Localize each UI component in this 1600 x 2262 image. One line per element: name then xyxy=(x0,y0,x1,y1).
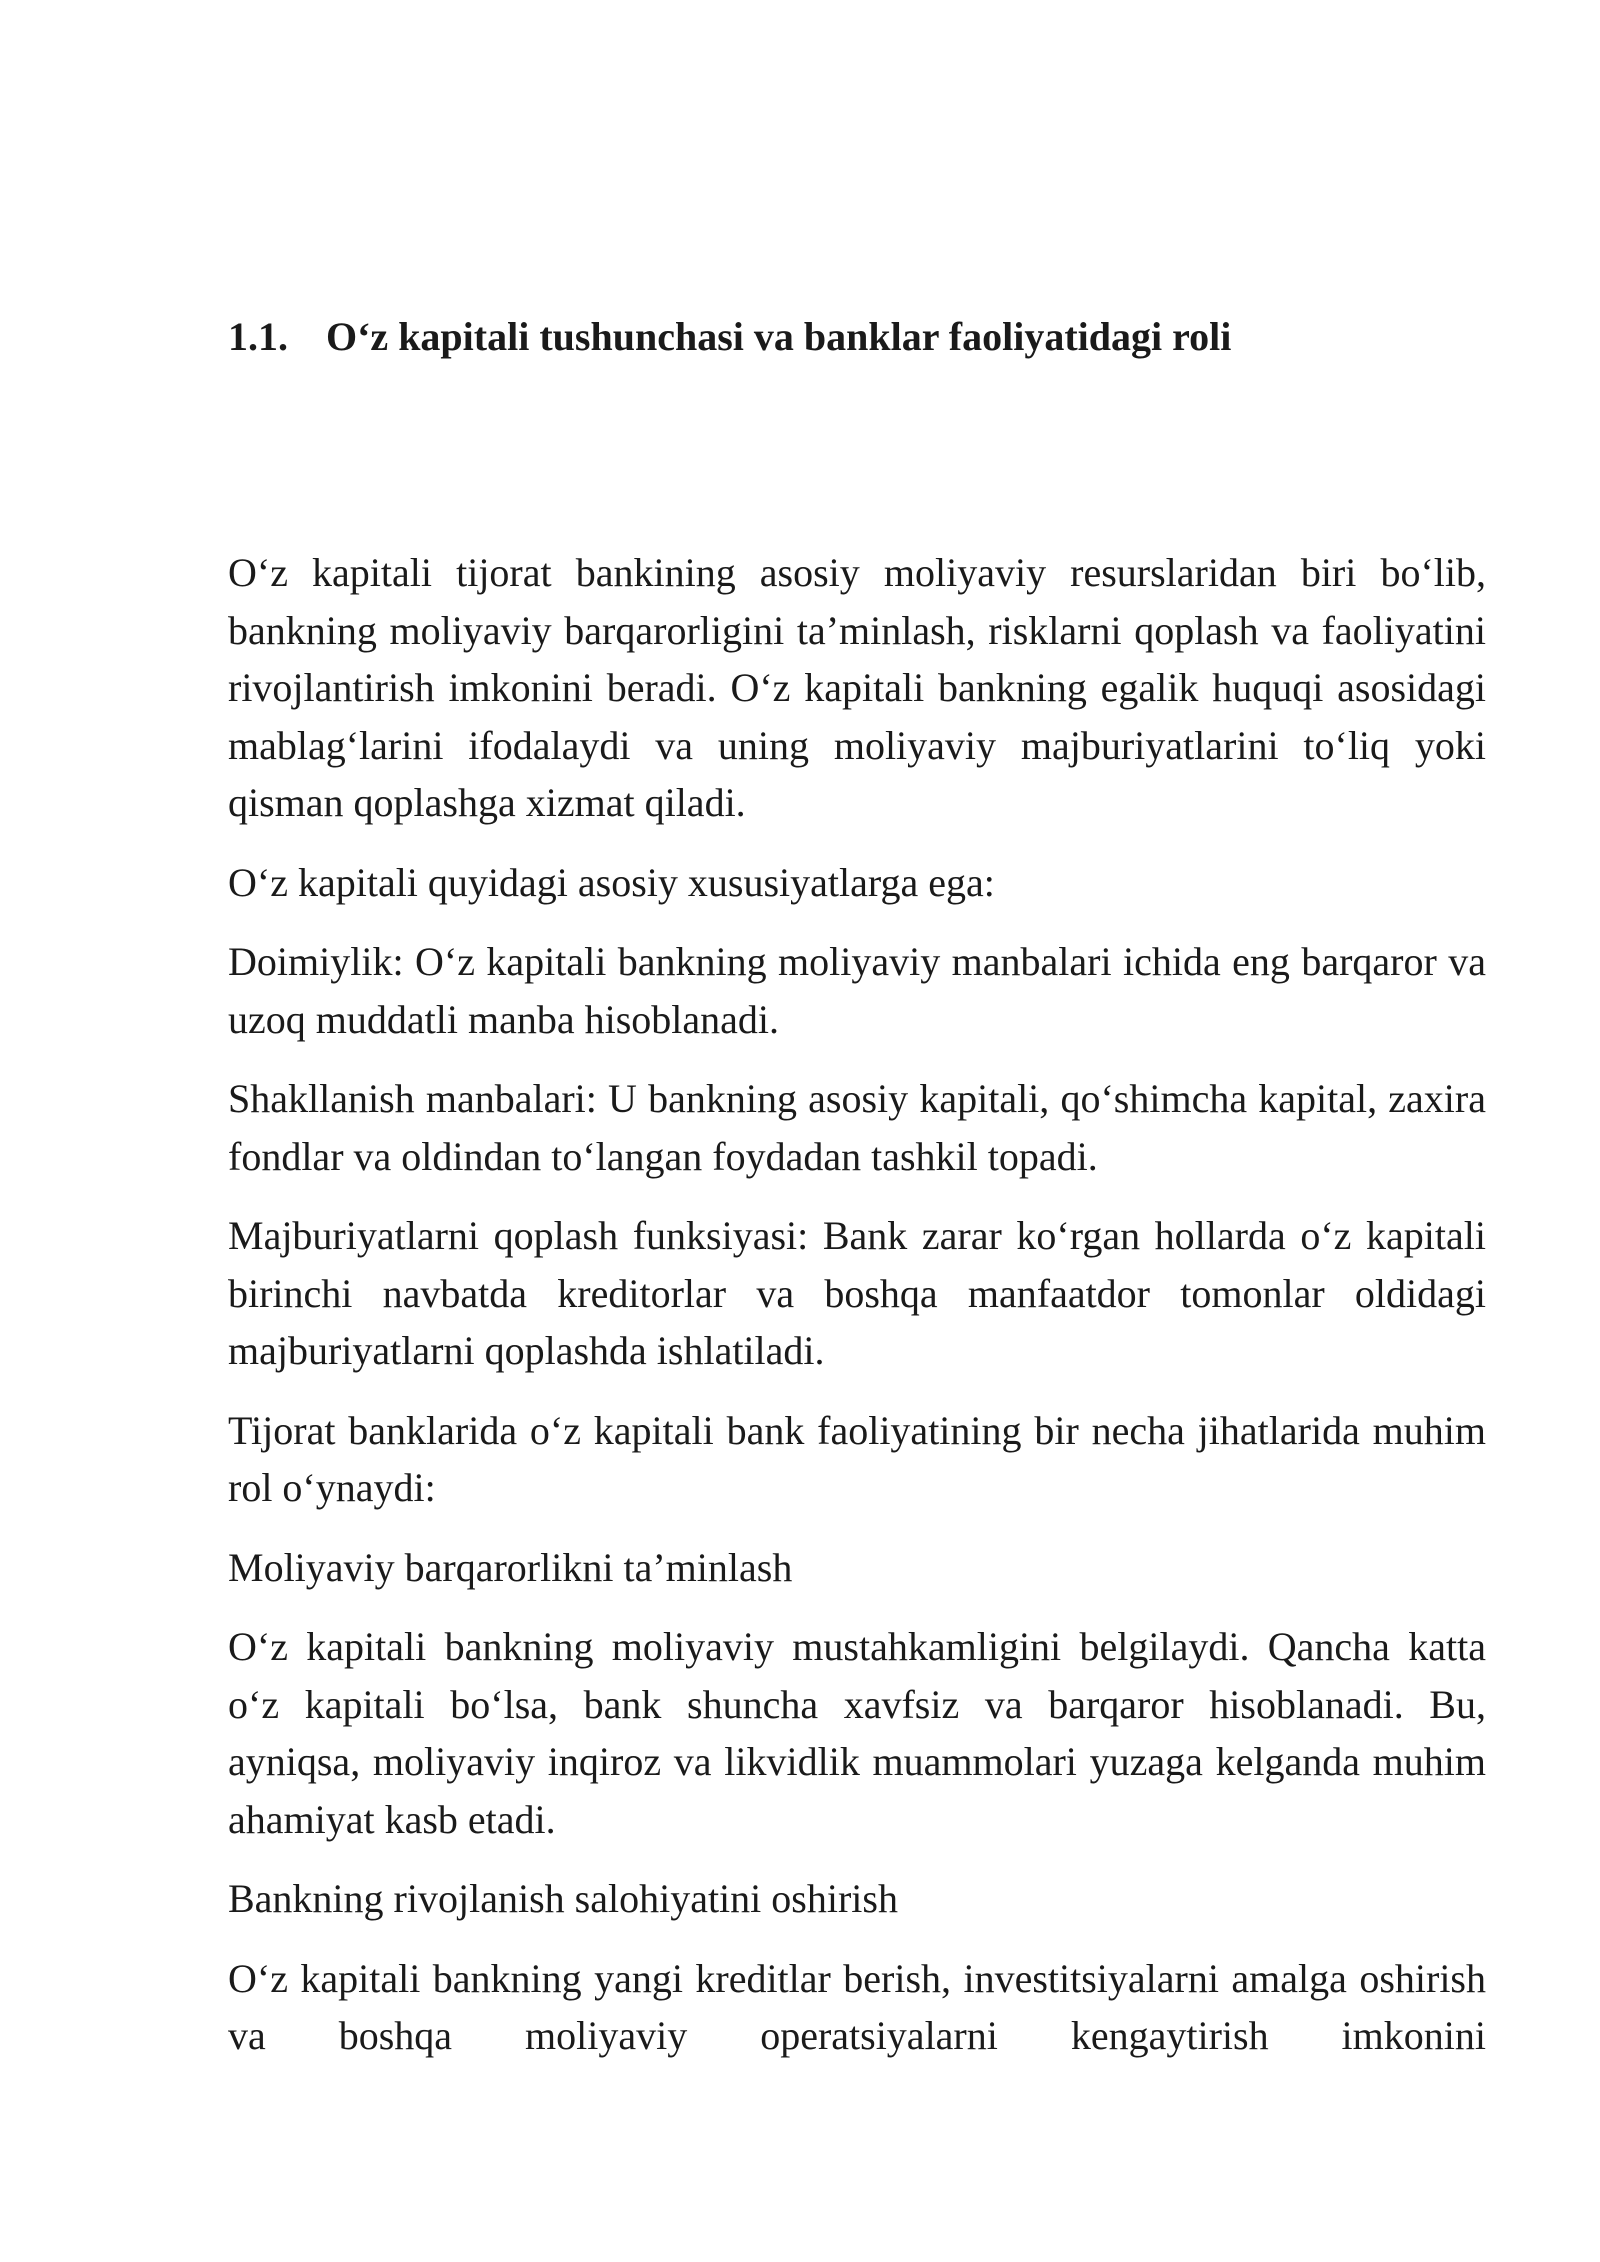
paragraph: Doimiylik: O‘z kapitali bankning moliyaviy manbalari ichida eng barqaror va uzoq muddatli manba hisoblanadi. xyxy=(228,939,1486,1042)
section-number: 1.1. xyxy=(228,314,288,359)
paragraph: Tijorat banklarida o‘z kapitali bank faoliyatining bir necha jihatlarida muhim rol o‘ynaydi: xyxy=(228,1407,1486,1510)
paragraph: Majburiyatlarni qoplash funksiyasi: Bank zarar ko‘rgan hollarda o‘z kapitali birinchi navbatda kreditorlar va boshqa manfaatdor tomonlar oldidagi majburiyatlarni qoplashda ishlatiladi. xyxy=(228,1213,1486,1373)
section-title: O‘z kapitali tushunchasi va banklar faoliyatidagi roli xyxy=(326,314,1232,359)
subheading: Bankning rivojlanish salohiyatini oshirish xyxy=(228,1876,898,1921)
paragraph: O‘z kapitali bankning moliyaviy mustahkamligini belgilaydi. Qancha katta o‘z kapitali bo‘lsa, bank shuncha xavfsiz va barqaror hisoblanadi. Bu, ayniqsa, moliyaviy inqiroz va likvidlik muammolari yuzaga kelganda muhim ahamiyat kasb etadi. xyxy=(228,1624,1486,1842)
paragraph: Shakllanish manbalari: U bankning asosiy kapitali, qo‘shimcha kapital, zaxira fondlar va oldindan to‘langan foydadan tashkil topadi. xyxy=(228,1076,1486,1179)
section-heading xyxy=(228,312,1488,362)
subheading: Moliyaviy barqarorlikni ta’minlash xyxy=(228,1544,793,1590)
paragraph: O‘z kapitali quyidagi asosiy xususiyatlarga ega: xyxy=(228,859,995,905)
paragraph: O‘z kapitali bankning yangi kreditlar berish, investitsiyalarni amalga oshirish va boshqa moliyaviy operatsiyalarni kengaytirish imkonini xyxy=(228,1955,1486,2058)
document-body xyxy=(228,544,1486,2065)
paragraph: O‘z kapitali tijorat bankining asosiy moliyaviy resurslaridan biri bo‘lib, bankning moliyaviy barqarorligini ta’minlash, risklarni qoplash va faoliyatini rivojlantirish imkonini beradi. O‘z kapitali bankning egalik huquqi asosidagi mablag‘larini ifodalaydi va uning moliyaviy majburiyatlarini to‘liq yoki qisman qoplashga xizmat qiladi. xyxy=(228,550,1486,825)
